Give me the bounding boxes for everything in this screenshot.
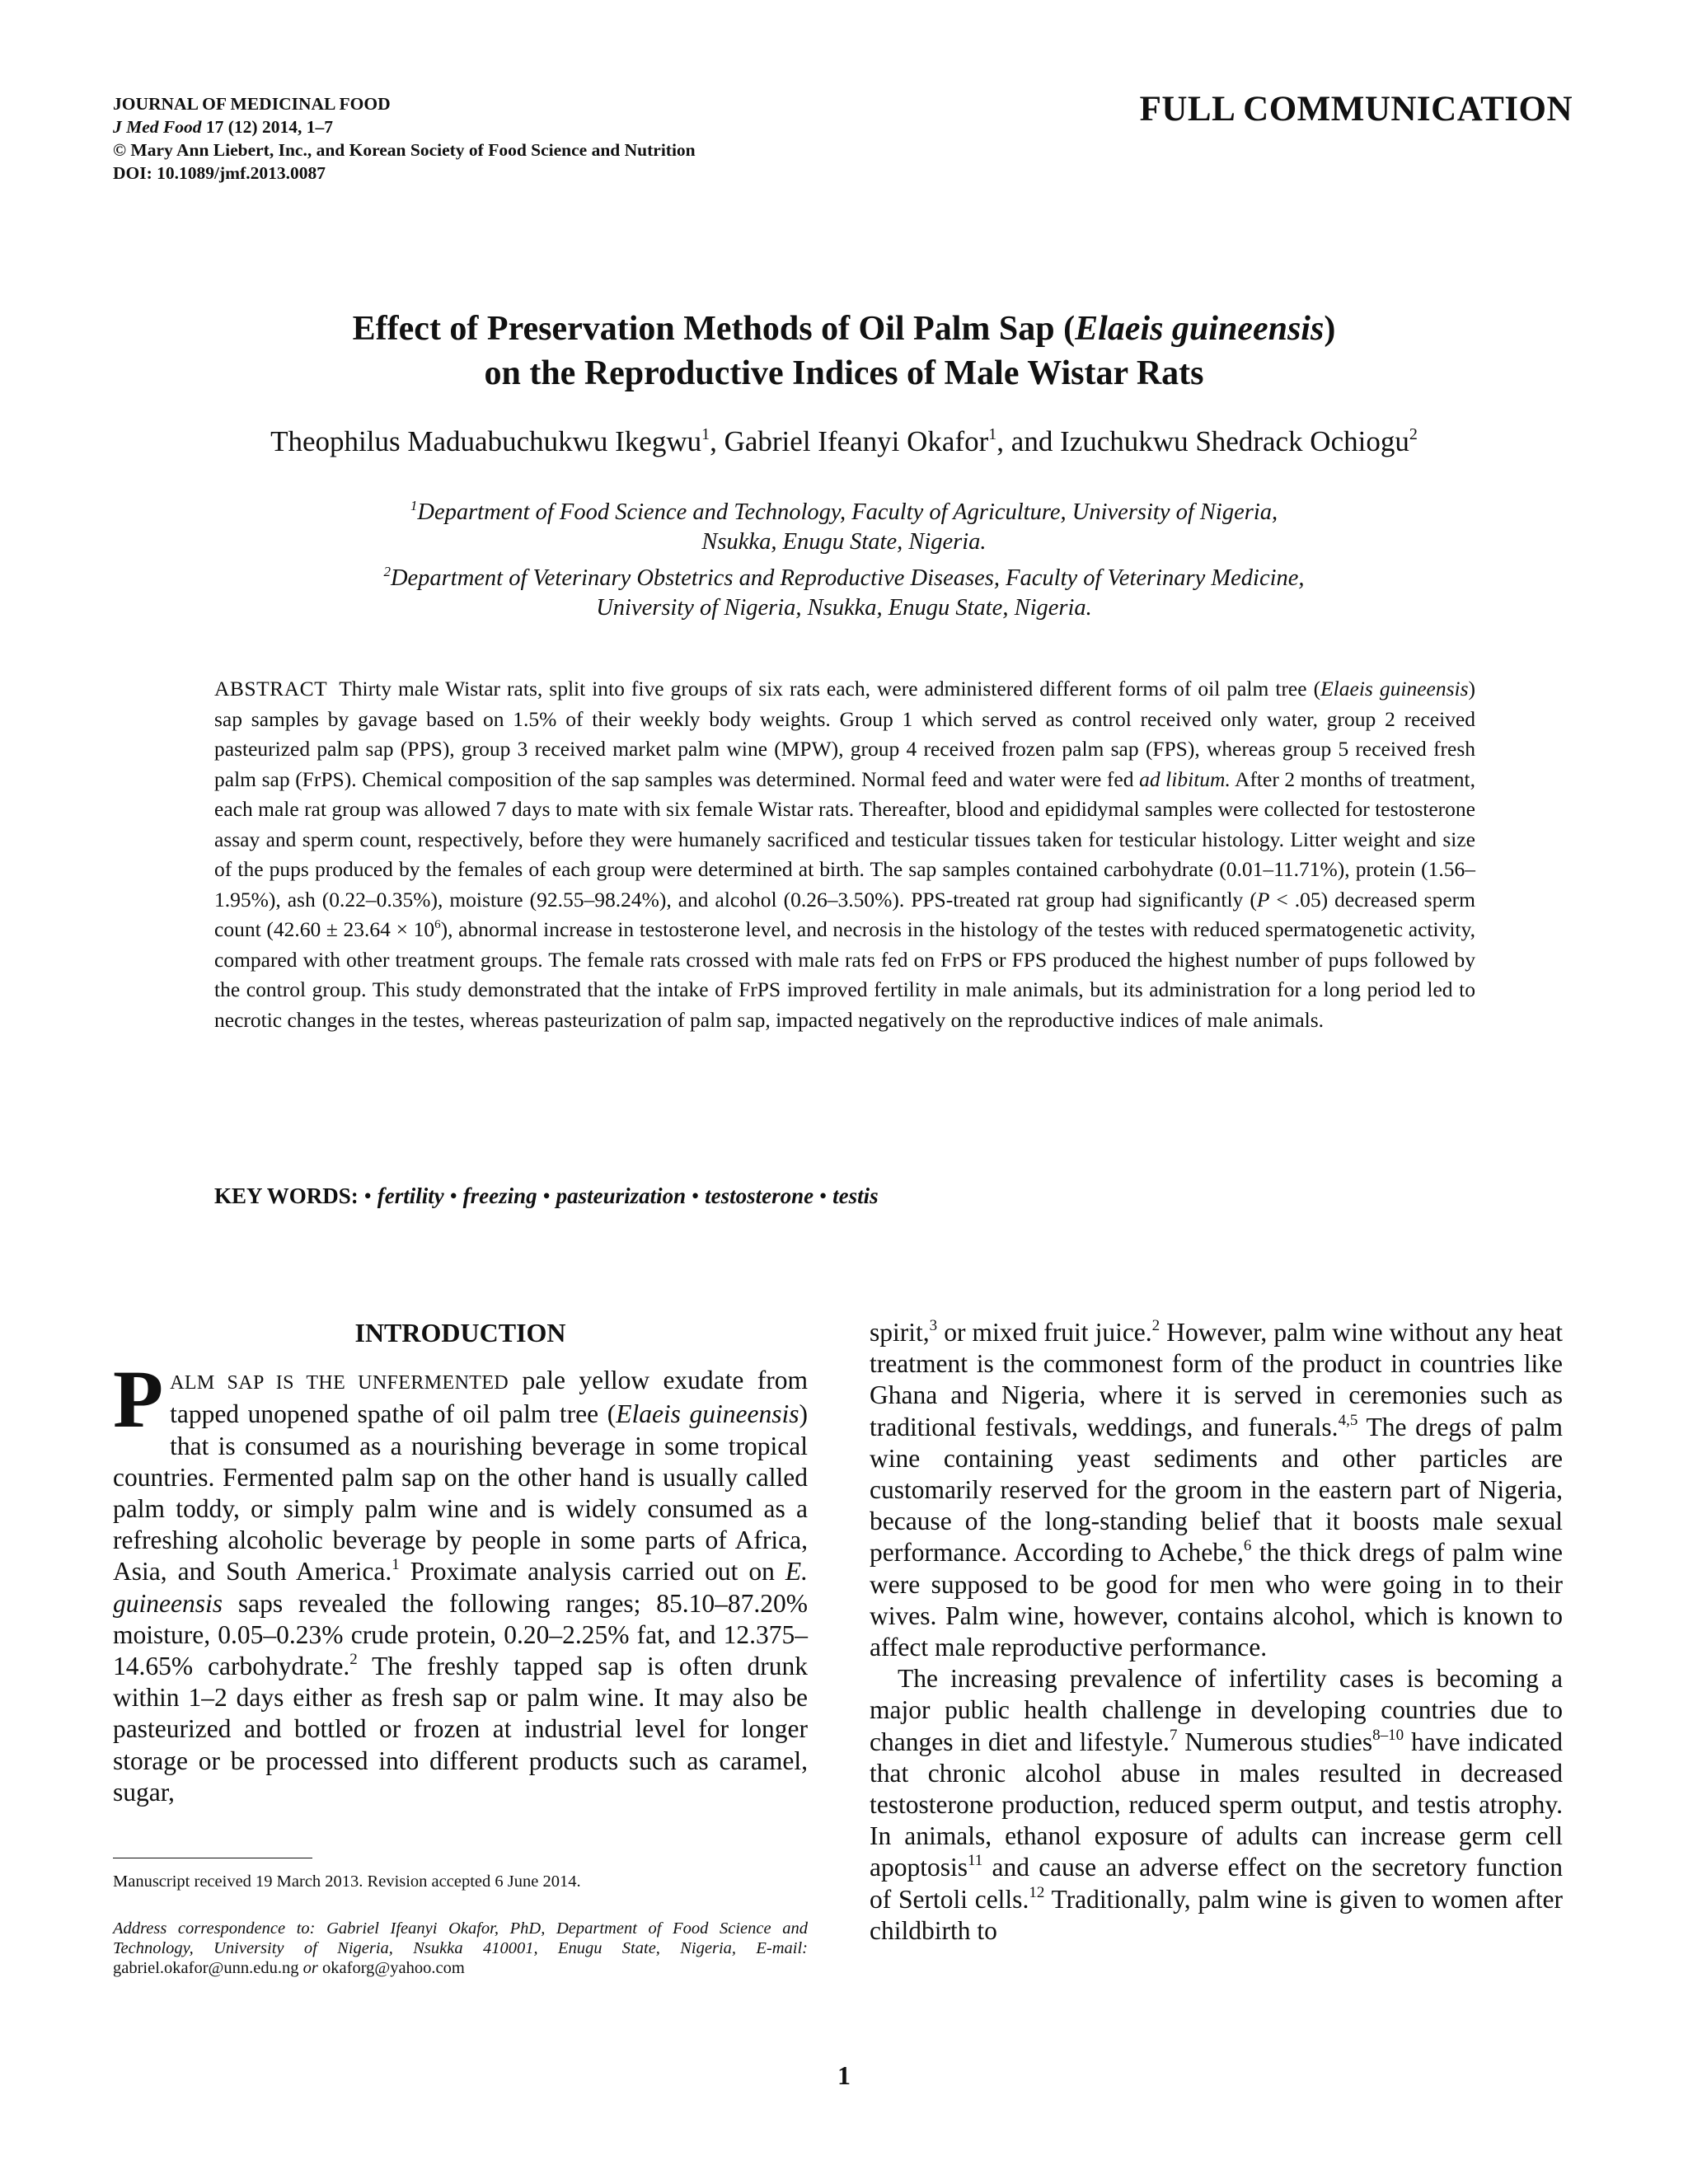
bullet-icon: • bbox=[542, 1183, 551, 1208]
reference-mark: 1 bbox=[392, 1556, 400, 1574]
keyword: testosterone bbox=[705, 1183, 814, 1208]
author-name: Gabriel Ifeanyi Okafor bbox=[724, 425, 989, 457]
paragraph: spirit,$^3$ or mixed fruit juice.$^2$ However, palm wine without any heat treatment is the commonest form of the product in countries like Ghana and Nigeria, where it is served in ceremonies such as traditional festivals, weddings, and funerals.$^{4,5}$ The dregs of palm wine containing yeast sediments and other particles are customarily reserved for the groom in the eastern part of Nigeria, because of the long-standing belief that it boosts male sexual performance. According to Achebe,$^6$ the thick dregs of palm wine were supposed to be good for men who were going in to their wives. Palm wine, however, contains alcohol, which is known to affect male reproductive performance. bbox=[870, 1317, 1563, 1662]
page-number: 1 bbox=[837, 2060, 851, 2090]
bullet-icon: • bbox=[818, 1183, 828, 1208]
email-link[interactable]: gabriel.okafor@unn.edu.ng bbox=[113, 1959, 299, 1977]
bullet-icon: • bbox=[449, 1183, 457, 1208]
author-list: Theophilus Maduabuchukwu Ikegwu$^1$, Gabriel Ifeanyi Okafor$^1$, and Izuchukwu Shedrack Ochiogu$^2$ bbox=[270, 425, 1418, 457]
section-label: FULL COMMUNICATION bbox=[1139, 90, 1573, 129]
reference-mark: 2 bbox=[349, 1651, 358, 1669]
citation-rest: 17 (12) 2014, 1–7 bbox=[201, 117, 333, 137]
affiliation-1-line-2: Nsukka, Enugu State, Nigeria. bbox=[701, 529, 987, 555]
author-affiliation-mark: 1 bbox=[988, 425, 997, 443]
keyword: pasteurization bbox=[556, 1183, 687, 1208]
copyright-line: © Mary Ann Liebert, Inc., and Korean Society of Food Science and Nutrition bbox=[113, 140, 696, 160]
email-link[interactable]: okaforg@yahoo.com bbox=[322, 1959, 465, 1977]
title-species: Elaeis guineensis bbox=[1075, 310, 1325, 348]
keywords bbox=[214, 1183, 879, 1209]
reference-mark: 6 bbox=[1243, 1537, 1252, 1555]
reference-mark: 3 bbox=[929, 1317, 938, 1334]
intro-paragraph: PALM SAP IS THE UNFERMENTED pale yellow exudate from tapped unopened spathe of oil palm tree (Elaeis guineensis) that is consumed as a nourishing beverage in some tropical countries. Fermented palm sap on the other hand is usually called palm toddy, or simply palm wine and is widely consumed as a refreshing alcoholic beverage by people in some parts of Africa, Asia, and South America.$^1$ Proximate analysis carried out on E. guineensis saps revealed the following ranges; 85.10–87.20% moisture, 0.05–0.23% crude protein, 0.20–2.25% fat, and 12.375–14.65% carbohydrate.$^2$ The freshly tapped sap is often drunk within 1–2 days either as fresh sap or palm wine. It may also be pasteurized and bottled or frozen at industrial level for longer storage or be processed into different products such as caramel, sugar, bbox=[113, 1353, 808, 1807]
small-caps-lead: ALM SAP IS THE UNFERMENTED bbox=[170, 1372, 509, 1394]
reference-mark: 12 bbox=[1029, 1883, 1045, 1901]
section-heading: INTRODUCTION bbox=[354, 1318, 566, 1347]
correspondence-address: Address correspondence to: Gabriel Ifeanyi Okafor, PhD, Department of Food Science and Technology, University of Nigeria, Nsukka 410001, Enugu State, Nigeria, E-mail: gabriel.okafor@unn.edu.ng or okaforg@yahoo.com bbox=[113, 1919, 808, 1977]
citation-abbrev: J Med Food bbox=[113, 117, 202, 137]
reference-mark: 7 bbox=[1169, 1726, 1178, 1744]
keyword: testis bbox=[832, 1183, 879, 1208]
paragraph: The increasing prevalence of infertility cases is becoming a major public health challenge in developing countries due to changes in diet and lifestyle.$^7$ Numerous studies$^{8-10}$ have indicated that chronic alcohol abuse in males resulted in decreased testosterone production, reduced sperm output, and testis atrophy. In animals, ethanol exposure of adults can increase germ cell apoptosis$^{11}$ and cause an adverse effect on the secretory function of Sertoli cells.$^{12}$ Traditionally, palm wine is given to women after childbirth to bbox=[870, 1664, 1564, 1945]
manuscript-dates: Manuscript received 19 March 2013. Revision accepted 6 June 2014. bbox=[113, 1872, 581, 1891]
journal-header bbox=[113, 92, 937, 185]
journal-name: JOURNAL OF MEDICINAL FOOD bbox=[113, 94, 391, 114]
keywords-label: KEY WORDS: bbox=[214, 1183, 359, 1208]
reference-mark: 4,5 bbox=[1338, 1411, 1358, 1429]
abstract-label: ABSTRACT bbox=[214, 677, 328, 701]
bullet-icon: • bbox=[363, 1183, 372, 1208]
author-name: Theophilus Maduabuchukwu Ikegwu bbox=[270, 425, 702, 457]
right-column bbox=[870, 1317, 1563, 1947]
affiliation-2-line-2: University of Nigeria, Nsukka, Enugu State, Nigeria. bbox=[596, 595, 1092, 621]
left-column bbox=[113, 1317, 808, 1808]
keyword: fertility bbox=[377, 1183, 444, 1208]
article-title bbox=[0, 307, 1688, 396]
doi-line: DOI: 10.1089/jmf.2013.0087 bbox=[113, 163, 326, 183]
title-line-1: Effect of Preservation Methods of Oil Palm Sap (Elaeis guineensis) bbox=[352, 310, 1336, 348]
affiliation-1-line-1: $^1$Department of Food Science and Technology, Faculty of Agriculture, University of Nigeria, bbox=[410, 498, 1278, 525]
affiliation-2-line-1: $^2$Department of Veterinary Obstetrics and Reproductive Diseases, Faculty of Veterinary Medicine, bbox=[383, 564, 1305, 591]
keyword: freezing bbox=[462, 1183, 537, 1208]
reference-mark: 2 bbox=[1151, 1317, 1160, 1334]
journal-citation bbox=[113, 115, 937, 138]
bullet-icon: • bbox=[691, 1183, 700, 1208]
reference-mark: 11 bbox=[968, 1852, 983, 1870]
reference-mark: 8–10 bbox=[1372, 1726, 1404, 1744]
abstract: ABSTRACT Thirty male Wistar rats, split into five groups of six rats each, were administered different forms of oil palm tree (Elaeis guineensis) sap samples by gavage based on 1.5% of their weekly body weights. Group 1 which served as control received only water, group 2 received pasteurized palm sap (PPS), group 3 received market palm wine (MPW), group 4 received frozen palm sap (FPS), whereas group 5 received fresh palm sap (FrPS). Chemical composition of the sap samples was determined. Normal feed and water were fed ad libitum. After 2 months of treatment, each male rat group was allowed 7 days to mate with six female Wistar rats. Thereafter, blood and epididymal samples were collected for testosterone assay and sperm count, respectively, before they were humanely sacrificed and testicular tissues taken for testicular histology. Litter weight and size of the pups produced by the females of each group were determined at birth. The sap samples contained carbohydrate (0.01–11.71%), protein (1.56–1.95%), ash (0.22–0.35%), moisture (92.55–98.24%), and alcohol (0.26–3.50%). PPS-treated rat group had significantly (P < .05) decreased sperm count $(42.60 \pm 23.64 \times 10^6)$, abnormal increase in testosterone level, and necrosis in the histology of the testes with reduced spermatogenetic activity, compared with other treatment groups. The female rats crossed with male rats fed on FrPS or FPS produced the highest number of pups followed by the control group. This study demonstrated that the intake of FrPS improved fertility in male animals, but its administration for a long period led to necrotic changes in the testes, whereas pasteurization of palm sap, impacted negatively on the reproductive indices of male animals. bbox=[214, 677, 1476, 1032]
author-affiliation-mark: 2 bbox=[1409, 425, 1418, 443]
drop-cap: P bbox=[113, 1353, 164, 1446]
affiliations bbox=[0, 491, 1688, 623]
author-name: Izuchukwu Shedrack Ochiogu bbox=[1060, 425, 1409, 457]
author-affiliation-mark: 1 bbox=[701, 425, 710, 443]
title-line-2: on the Reproductive Indices of Male Wistar Rats bbox=[484, 354, 1204, 392]
